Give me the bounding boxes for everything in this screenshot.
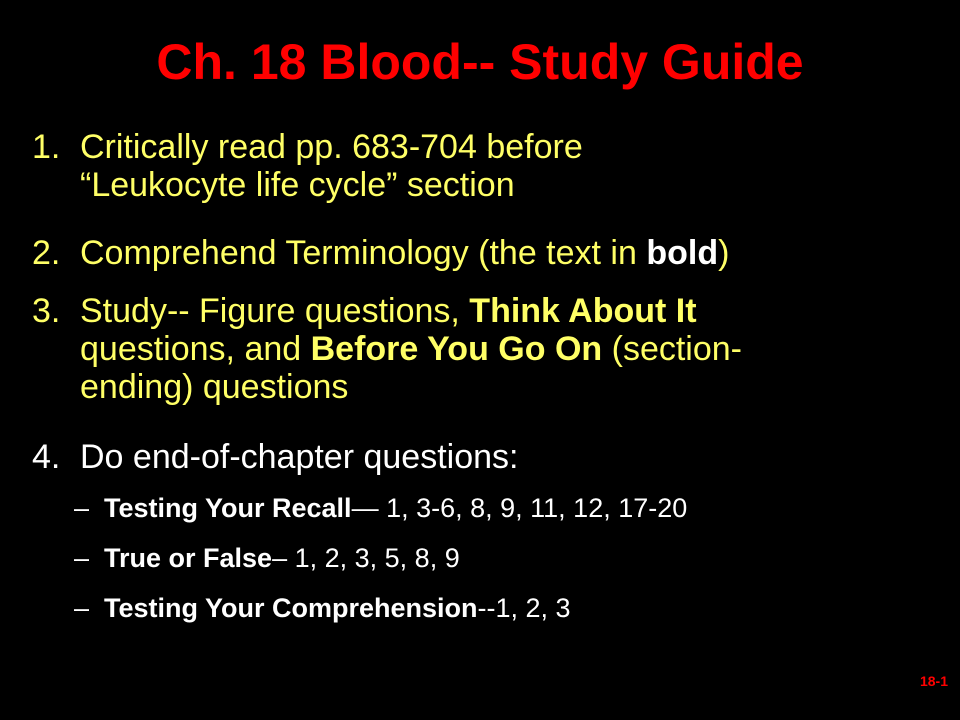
list-item-line: ending) questions [80,368,349,406]
list-item-number: 4. [32,438,61,476]
sub-item-testing-your-recall [74,492,944,524]
list-item-line [80,292,930,330]
list-item-number: 2. [32,234,61,272]
list-item-line [80,234,930,272]
sub-item-text: — 1, 3-6, 8, 9, 11, 12, 17-20 [351,493,688,523]
list-item-number: 3. [32,292,61,330]
list-item-line: Do end-of-chapter questions: [80,438,519,476]
sub-item-text: – 1, 2, 3, 5, 8, 9 [272,543,460,573]
list-item-body [80,128,930,204]
bold-term: True or False [104,543,273,573]
list-item-text: Study-- Figure questions, [80,292,470,330]
list-item-body [80,292,930,406]
sub-item-dash: – [74,593,90,623]
list-item-body [80,234,930,272]
sub-item-dash: – [74,543,90,573]
bold-term: Testing Your Recall [104,493,352,523]
sub-item-dash: – [74,493,90,523]
list-item-text: Comprehend Terminology (the text in [80,234,647,272]
sub-item-true-or-false [74,542,944,574]
list-item-text: ) [718,234,730,272]
sub-item-text: --1, 2, 3 [477,593,571,623]
bold-term: Think About It [469,292,697,330]
sub-item-testing-your-comprehension [74,592,944,624]
bold-term: Before You Go On [310,330,603,368]
bold-term: Testing Your Comprehension [104,593,478,623]
slide-title: Ch. 18 Blood-- Study Guide [156,34,804,90]
list-item-number: 1. [32,128,61,166]
list-item-line: “Leukocyte life cycle” section [80,166,515,204]
list-item-text: questions, and [80,330,311,368]
slide-number: 18-1 [919,673,948,689]
list-item-text: (section- [602,330,742,368]
list-item-body [80,438,930,476]
bold-term: bold [646,234,719,272]
list-item-line [80,330,930,368]
list-item-line: Critically read pp. 683-704 before [80,128,583,166]
